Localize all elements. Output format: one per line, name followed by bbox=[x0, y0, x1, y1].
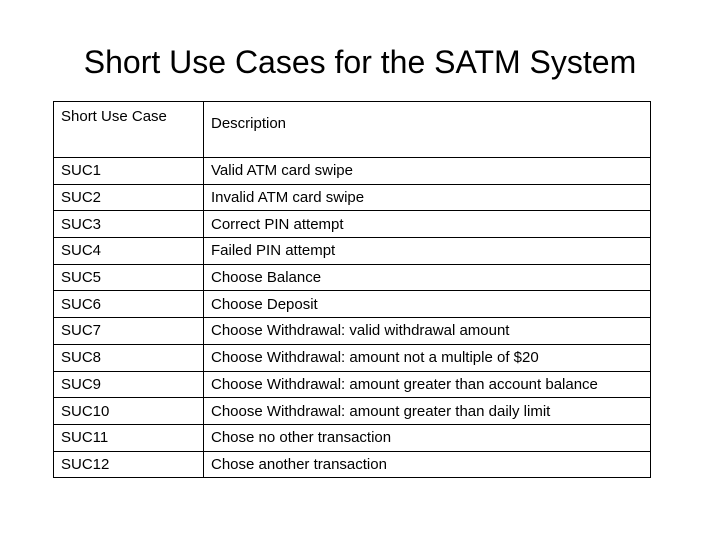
table-row bbox=[54, 344, 651, 371]
use-case-id: SUC10 bbox=[54, 398, 204, 425]
use-case-description: Choose Withdrawal: valid withdrawal amount bbox=[204, 318, 651, 345]
table-row bbox=[54, 264, 651, 291]
table-row bbox=[54, 424, 651, 451]
use-case-description: Invalid ATM card swipe bbox=[204, 184, 651, 211]
use-case-description: Choose Withdrawal: amount greater than daily limit bbox=[204, 398, 651, 425]
use-case-id: SUC6 bbox=[54, 291, 204, 318]
column-header-description: Description bbox=[204, 102, 651, 158]
use-case-id: SUC8 bbox=[54, 344, 204, 371]
table-row bbox=[54, 184, 651, 211]
use-case-id: SUC9 bbox=[54, 371, 204, 398]
use-case-id: SUC7 bbox=[54, 318, 204, 345]
use-case-id: SUC12 bbox=[54, 451, 204, 478]
use-case-description: Chose no other transaction bbox=[204, 424, 651, 451]
use-case-description: Choose Withdrawal: amount greater than account balance bbox=[204, 371, 651, 398]
table-row bbox=[54, 318, 651, 345]
use-case-description: Correct PIN attempt bbox=[204, 211, 651, 238]
table-header-row bbox=[54, 102, 651, 158]
use-case-id: SUC5 bbox=[54, 264, 204, 291]
table-row bbox=[54, 158, 651, 185]
use-case-description: Choose Deposit bbox=[204, 291, 651, 318]
column-header-short-use-case: Short Use Case bbox=[54, 102, 204, 158]
use-case-description: Choose Withdrawal: amount not a multiple of $20 bbox=[204, 344, 651, 371]
use-case-id: SUC1 bbox=[54, 158, 204, 185]
use-case-id: SUC2 bbox=[54, 184, 204, 211]
slide-title: Short Use Cases for the SATM System bbox=[83, 44, 637, 80]
table-row bbox=[54, 451, 651, 478]
table-row bbox=[54, 371, 651, 398]
use-case-id: SUC3 bbox=[54, 211, 204, 238]
table-row bbox=[54, 291, 651, 318]
use-case-table bbox=[53, 101, 651, 478]
use-case-id: SUC11 bbox=[54, 424, 204, 451]
table-row bbox=[54, 211, 651, 238]
table-row bbox=[54, 398, 651, 425]
use-case-description: Valid ATM card swipe bbox=[204, 158, 651, 185]
use-case-description: Chose another transaction bbox=[204, 451, 651, 478]
use-case-description: Failed PIN attempt bbox=[204, 238, 651, 265]
use-case-id: SUC4 bbox=[54, 238, 204, 265]
use-case-description: Choose Balance bbox=[204, 264, 651, 291]
table-row bbox=[54, 238, 651, 265]
